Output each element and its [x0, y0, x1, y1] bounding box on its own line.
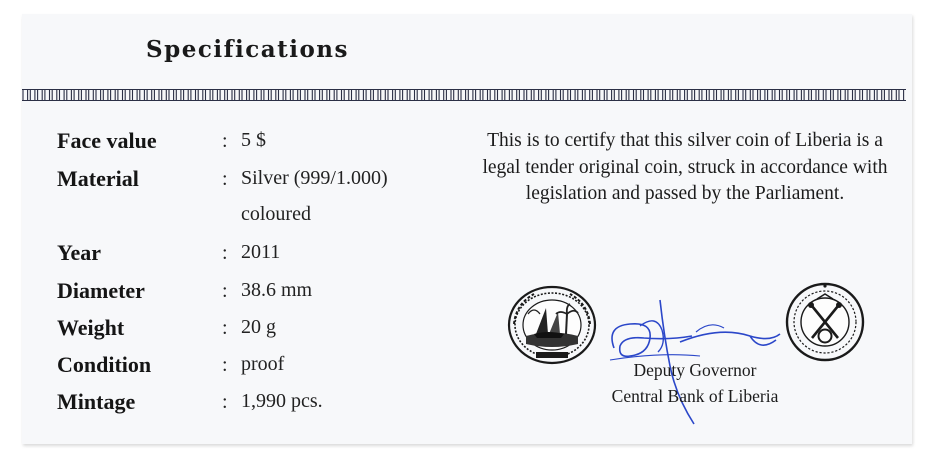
spec-label: Mintage: [57, 389, 136, 414]
spec-colon: :: [222, 391, 228, 413]
spec-label: Diameter: [57, 278, 145, 303]
spec-colon: :: [222, 317, 228, 339]
republic-of-liberia-seal-icon: [506, 284, 598, 366]
spec-value-continued: coloured: [241, 203, 311, 225]
spec-value: 20 g: [241, 316, 276, 338]
spec-colon: :: [222, 168, 228, 190]
spec-value: 5 $: [241, 129, 266, 151]
spec-value: 1,990 pcs.: [241, 390, 323, 412]
spec-label: Face value: [57, 128, 157, 153]
signatory-title: Deputy Governor: [633, 360, 757, 380]
spec-colon: :: [222, 354, 228, 376]
spec-value: proof: [241, 353, 285, 375]
signatory-organization: Central Bank of Liberia: [611, 386, 779, 406]
spec-value: Silver (999/1.000): [241, 167, 388, 189]
spec-label: Material: [57, 166, 139, 191]
spec-value: 38.6 mm: [241, 279, 313, 301]
central-bank-of-liberia-seal-icon: [784, 282, 866, 362]
decorative-border: [22, 86, 906, 104]
specifications-heading: Specifications: [146, 36, 349, 63]
spec-colon: :: [222, 242, 228, 264]
spec-colon: :: [222, 130, 228, 152]
spec-label: Year: [57, 240, 101, 265]
spec-colon: :: [222, 280, 228, 302]
certification-statement: This is to certify that this silver coin of Liberia is a legal tender original coin, struck in accordance with legislation and passed by the Parliament.: [482, 130, 888, 204]
spec-label: Condition: [57, 352, 152, 377]
spec-label: Weight: [57, 315, 125, 340]
spec-value: 2011: [241, 241, 281, 263]
